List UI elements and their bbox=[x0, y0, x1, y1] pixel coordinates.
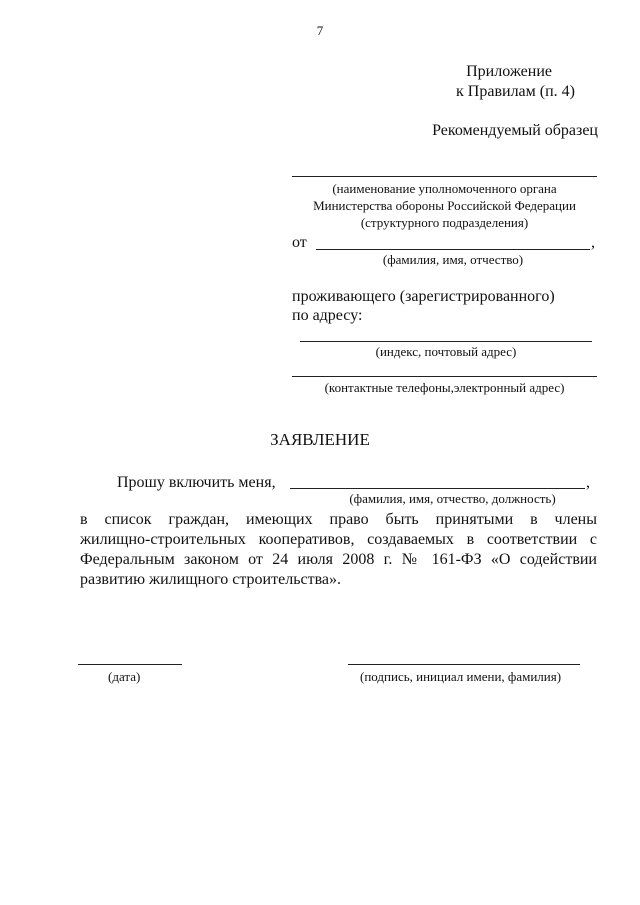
contacts-line bbox=[292, 376, 597, 377]
page-number: 7 bbox=[316, 23, 324, 38]
date-line bbox=[78, 664, 182, 665]
statement-line-4: развитию жилищного строительства». bbox=[80, 571, 342, 588]
statement-line-3: Федеральным законом от 24 июля 2008 г. № 161-ФЗ «О содействии bbox=[80, 551, 597, 568]
request-start: Прошу включить меня, bbox=[117, 474, 276, 491]
organ-hint-line2: Министерства обороны Российской Федерации bbox=[313, 198, 576, 213]
residing-label-line2: по адресу: bbox=[292, 307, 363, 324]
organ-hint-line3: (структурного подразделения) bbox=[360, 215, 529, 230]
residing-label-line1: проживающего (зарегистрированного) bbox=[292, 288, 555, 305]
statement-line-1: в список граждан, имеющих право быть принятыми в члены bbox=[80, 511, 597, 528]
statement-paragraph bbox=[80, 510, 597, 590]
address-line bbox=[300, 341, 592, 342]
document-title: ЗАЯВЛЕНИЕ bbox=[270, 430, 370, 449]
rules-reference: к Правилам (п. 4) bbox=[456, 83, 575, 100]
request-hint: (фамилия, имя, отчество, должность) bbox=[349, 491, 556, 506]
contacts-hint: (контактные телефоны,электронный адрес) bbox=[324, 380, 565, 395]
appendix-label: Приложение bbox=[466, 63, 552, 80]
from-fio-line bbox=[316, 249, 590, 250]
from-label: от bbox=[292, 234, 307, 251]
fio-hint: (фамилия, имя, отчество) bbox=[382, 252, 524, 267]
date-hint: (дата) bbox=[108, 669, 141, 684]
organ-hint-line1: (наименование уполномоченного органа bbox=[332, 181, 557, 196]
signature-line bbox=[348, 664, 580, 665]
request-comma: , bbox=[586, 474, 590, 491]
statement-line-2: жилищно-строительных кооперативов, создаваемых в соответствии с bbox=[80, 531, 597, 548]
signature-hint: (подпись, инициал имени, фамилия) bbox=[360, 669, 562, 684]
from-comma: , bbox=[591, 234, 595, 251]
address-hint: (индекс, почтовый адрес) bbox=[375, 344, 517, 359]
organ-name-line bbox=[292, 176, 597, 177]
request-fio-line bbox=[290, 488, 585, 489]
recommended-sample-label: Рекомендуемый образец bbox=[432, 122, 598, 139]
